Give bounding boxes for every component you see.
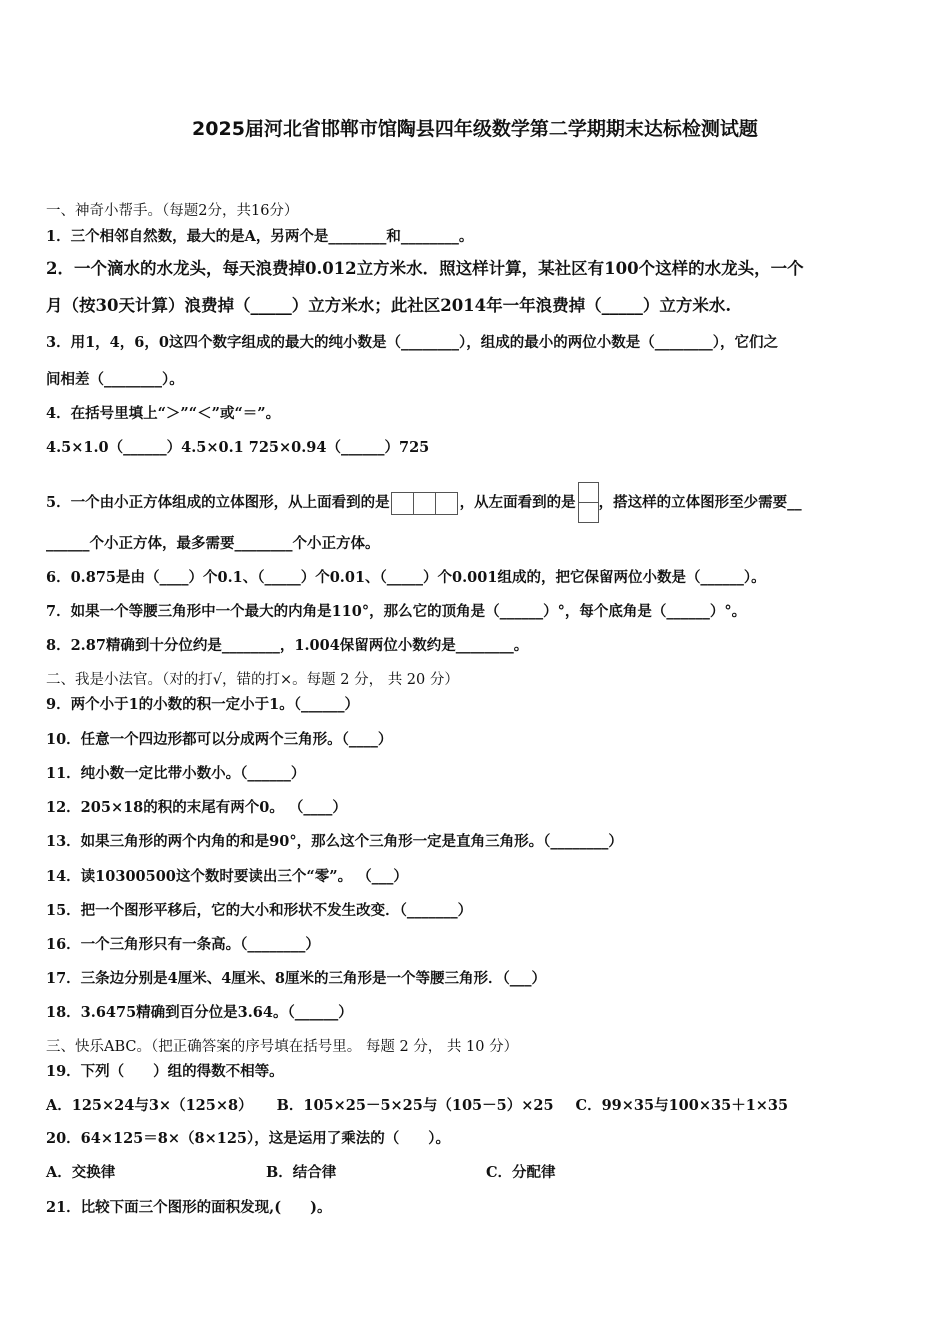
question-3-line-1: 3．用1，4，6，0这四个数字组成的最大的纯小数是（________），组成的最小的两位小数是（________），它们之 — [46, 334, 778, 351]
question-20: 20．64×125＝8×（8×125），这是运用了乘法的（ ）。 — [46, 1130, 451, 1147]
question-6: 6．0.875是由（____）个0.1、（_____）个0.01、（_____）个0.001组成的，把它保留两位小数是（______）。 — [46, 569, 766, 586]
question-2-line-1: 2．一个滴水的水龙头，每天浪费掉0.012立方米水．照这样计算，某社区有100个这样的水龙头，一个 — [46, 259, 804, 278]
question-5-line-1 — [46, 483, 802, 523]
option-c: C．99×35与100×35＋1×35 — [575, 1097, 789, 1114]
question-17: 17．三条边分别是4厘米、4厘米、8厘米的三角形是一个等腰三角形．（___） — [46, 970, 546, 987]
question-9: 9．两个小于1的小数的积一定小于1。（______） — [46, 696, 360, 713]
option-b: B．105×25－5×25与（105－5）×25 — [276, 1097, 554, 1114]
question-5-text-1: 5．一个由小正方体组成的立体图形，从上面看到的是 — [46, 494, 390, 511]
question-2-line-2: 月（按30天计算）浪费掉（_____）立方米水；此社区2014年一年浪费掉（_____）立方米水. — [46, 296, 732, 315]
question-1: 1．三个相邻自然数，最大的是A，另两个是________和________。 — [46, 228, 474, 245]
question-18: 18．3.6475精确到百分位是3.64。（______） — [46, 1004, 353, 1021]
question-16: 16．一个三角形只有一条高。（________） — [46, 936, 320, 953]
question-8: 8．2.87精确到十分位约是________，1.004保留两位小数约是________。 — [46, 637, 529, 654]
question-13: 13．如果三角形的两个内角的和是90°，那么这个三角形一定是直角三角形。（________） — [46, 833, 623, 850]
section-heading-2: 二、我是小法官。（对的打√，错的打×。每题 2 分， 共 20 分） — [46, 672, 459, 688]
question-20-options — [46, 1163, 556, 1183]
question-5-text-3: ，搭这样的立体图形至少需要__ — [598, 494, 802, 511]
question-3-line-2: 间相差（________）。 — [46, 371, 184, 388]
option-b: B．结合律 — [266, 1164, 337, 1181]
option-a: A．125×24与3×（125×8） — [46, 1097, 253, 1114]
page-title: 2025届河北省邯郸市馆陶县四年级数学第二学期期末达标检测试题 — [192, 118, 758, 140]
question-11: 11．纯小数一定比带小数小。（______） — [46, 765, 306, 782]
top-view-figure — [392, 492, 458, 515]
option-c: C．分配律 — [486, 1164, 556, 1181]
question-7: 7．如果一个等腰三角形中一个最大的内角是110°，那么它的顶角是（______）°，每个底角是（______）°。 — [46, 603, 747, 620]
section-heading-3: 三、快乐ABC。（把正确答案的序号填在括号里。 每题 2 分， 共 10 分） — [46, 1039, 519, 1055]
option-a: A．交换律 — [46, 1164, 116, 1181]
question-4-line-2: 4.5×1.0（______）4.5×0.1 725×0.94（______）725 — [46, 439, 430, 456]
question-12: 12．205×18的积的末尾有两个0。 （____） — [46, 799, 347, 816]
question-5-line-2: ______个小正方体，最多需要________个小正方体。 — [46, 535, 380, 552]
question-21: 21．比较下面三个图形的面积发现,( )。 — [46, 1199, 332, 1216]
question-19-options — [46, 1096, 788, 1116]
question-19: 19．下列（ ）组的得数不相等。 — [46, 1063, 284, 1080]
question-14: 14．读10300500这个数时要读出三个“零”。 （___） — [46, 868, 408, 885]
question-4-line-1: 4．在括号里填上“＞”“＜”或“＝”。 — [46, 405, 281, 422]
question-15: 15．把一个图形平移后，它的大小和形状不发生改变．（_______） — [46, 902, 473, 919]
left-view-figure — [578, 483, 597, 523]
question-10: 10．任意一个四边形都可以分成两个三角形。（____） — [46, 731, 393, 748]
question-5-text-2: ，从左面看到的是 — [459, 494, 576, 511]
section-heading-1: 一、神奇小帮手。（每题2分，共16分） — [46, 203, 299, 219]
